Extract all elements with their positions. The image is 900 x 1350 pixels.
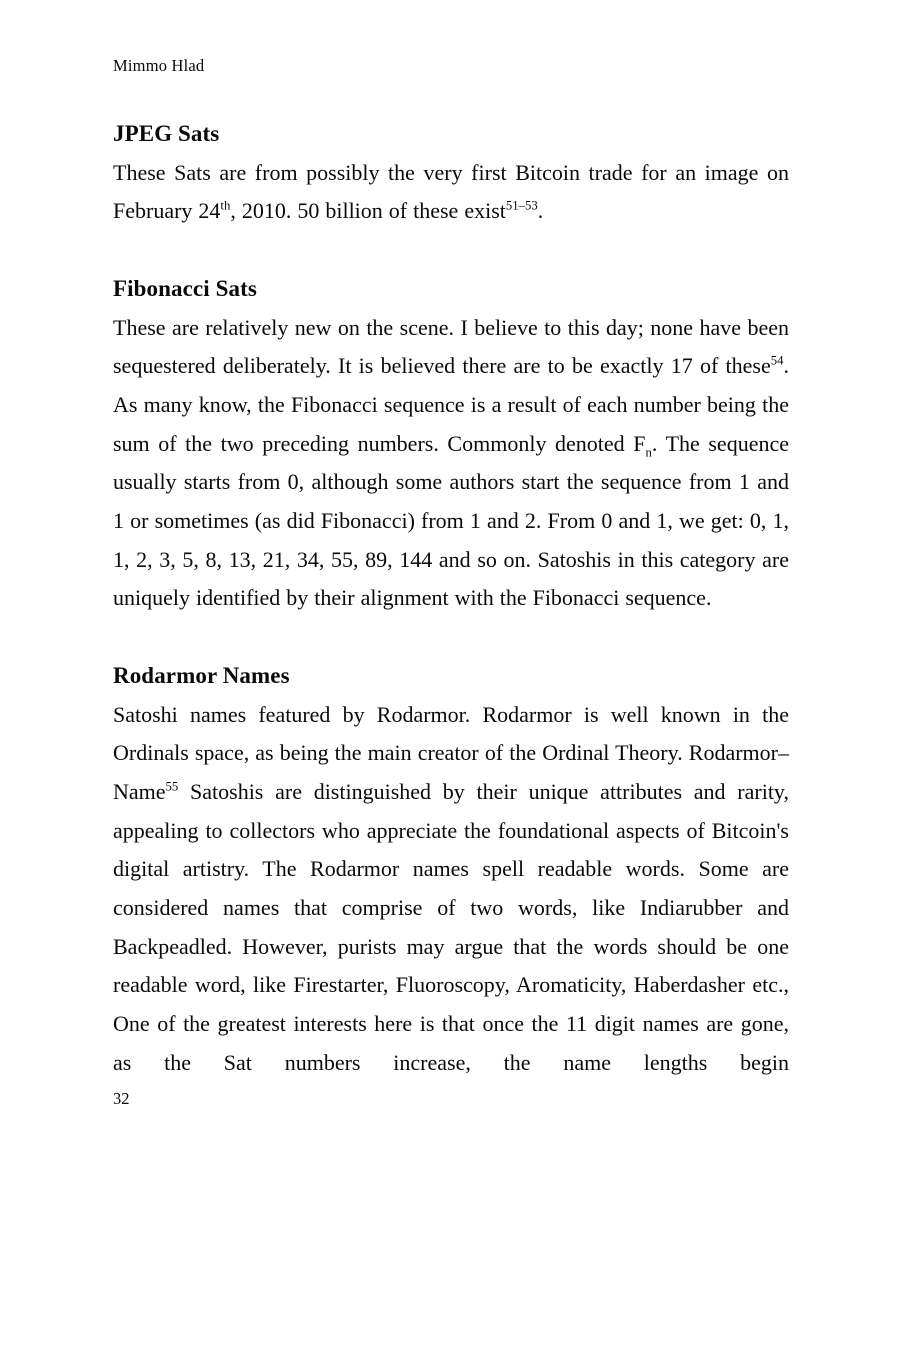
section-paragraph: These Sats are from possibly the very first Bitcoin trade for an image on February 24th, 2010. 50 billion of these exist$^{51-53}$. — [113, 159, 789, 224]
section-heading: Fibonacci Sats — [113, 275, 257, 301]
running-header-author: Mimmo Hlad — [113, 56, 205, 75]
section-heading: Rodarmor Names — [113, 662, 290, 688]
superscript-reference: 51–53 — [505, 199, 538, 214]
section-rodarmor-names — [113, 657, 789, 1083]
section-paragraph: These are relatively new on the scene. I believe to this day; none have been sequestered deliberately. It is believed there are to be exactly 17 of these$^{54}$. As many know, the Fibonacci sequence is a result of each number being the sum of the two preceding numbers. Commonly denoted $F_n$. The sequence usually starts from 0, although some authors start the sequence from 1 and 1 or sometimes (as did Fibonacci) from 1 and 2. From 0 and 1, we get: 0, 1, 1, 2, 3, 5, 8, 13, 21, 34, 55, 89, 144 and so on. Satoshis in this category are uniquely identified by their alignment with the Fibonacci sequence. — [113, 314, 789, 611]
subscript-text: n — [645, 445, 652, 459]
section-jpeg-sats — [113, 115, 789, 231]
superscript-reference: 54 — [770, 353, 784, 368]
superscript-reference: th — [220, 199, 231, 214]
section-heading: JPEG Sats — [113, 121, 220, 146]
section-paragraph: Satoshi names featured by Rodarmor. Rodarmor is well known in the Ordinals space, as being the main creator of the Ordinal Theory. Rodarmor–Name$^{55}$ Satoshis are distinguished by their unique attributes and rarity, appealing to collectors who appreciate the foundational aspects of Bitcoin's digital artistry. The Rodarmor names spell readable words. Some are considered names that comprise of two words, like Indiarubber and Backpeadled. However, purists may argue that the words should be one readable word, like Firestarter, Fluoroscopy, Aromaticity, Haberdasher etc., One of the greatest interests here is that once the 11 digit names are gone, as the Sat numbers increase, the name lengths begin — [113, 701, 789, 1075]
superscript-reference: 55 — [165, 779, 179, 794]
page-number: 32 — [113, 1088, 130, 1108]
section-fibonacci-sats — [113, 270, 789, 618]
